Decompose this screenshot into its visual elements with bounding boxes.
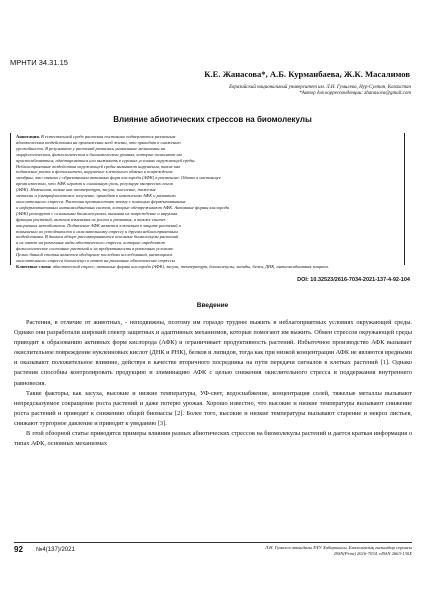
abstract-line: и их ответ на различные виды абиотического стресса, которые определяют: [16, 240, 165, 246]
abstract-line: морфологическом, физиологическом и биохимическом уровнях, которые позволяют им: [16, 151, 182, 157]
abstract-line: физиологическое состояние растений и их продуктивность в различных условиях.: [16, 246, 174, 252]
section-heading: Введение: [196, 302, 229, 309]
abstract-line: Целью данной статьи является обобщение последних исследований, касающихся: [16, 252, 173, 258]
body-paragraph: Такие факторы, как засуха, высокие и низкие температуры, УФ-свет, водоснабжение, концентрация солей, тяжелые металлы вызывают непредсказуемое сокращение роста растений и даже потерю урожая. Хорошо известно, что высокие и низкие температуры вызывают снижение роста растений и приводят к снижению общей биомассы [2]. Более того, высокие и низкие температуры вызывают старение и некроз листьев, снижают тургорное давление и приводят к увяданию [3].: [14, 389, 412, 427]
abstract-line: абиотическим воздействиям на протяжении всей жизни, что приводит к снижению: [16, 139, 181, 145]
abstract-line: воздействиям. В данном обзоре рассматриваются основные биомолекулы растений: [16, 234, 179, 240]
abstract-line: вторичных метаболитов. Подавление АФК является ключевым в защите растений и: [16, 222, 181, 228]
abstract-line: окислительного стресса биомолекул в ответ на различные абиотические стрессы: [16, 258, 175, 264]
abstract-line: приспосабливаться, адаптироваться или выживать в суровых условиях окружающей среды.: [16, 157, 196, 163]
body-text: [14, 318, 412, 449]
doi-line: DOI: 10.32523/2616-7034-2021-137-4-92-104: [297, 277, 410, 283]
corresponding-author-line: *Автор для корреспонденции: zhanasova@gmail.com: [299, 91, 411, 97]
footer-divider: [14, 542, 412, 543]
abstract-line: урожайности. В результате у растений развились уникальные механизмы на: [16, 145, 166, 151]
journal-footer: [215, 545, 412, 558]
udc-code: МРНТИ 34.31.15: [10, 58, 68, 67]
abstract-line: (АФК) реагируют с основными биомолекулами, вызывая их повреждение и нарушая: [16, 210, 178, 216]
keywords-text: абиотический стресс, активные формы кислорода (АФК), засуха, температура, биомолекулы, липиды, белки, ДНК, антиоксидантная защита.: [52, 263, 329, 269]
abstract-line: функции растений, включая изменения их роста и развития, а также синтез: [16, 216, 166, 222]
affiliation-block: [190, 85, 411, 98]
page-number: 92: [14, 545, 23, 554]
article-title: Влияние абиотических стрессов на биомолекулы: [113, 115, 312, 124]
abstract-line: подавление роста и фотосинтеза, нарушение клеточного обмена и повреждение: [16, 169, 173, 175]
keywords-line: [16, 264, 399, 270]
abstract-line: окислительного стресса. Растения противостоят этому с помощью ферментативных: [16, 198, 186, 204]
abstract-line: (АФК). Изменения, такие как температура, засуха, засоление, тяжелые: [16, 187, 156, 193]
issue-number: №4(137)/2021: [36, 547, 75, 553]
abstract-lead: Аннотация.: [16, 134, 40, 139]
abstract-line: металлы и ультрафиолетовое излучение, приводят к накоплению АФК и развитию: [16, 193, 176, 199]
abstract-box: [10, 133, 405, 269]
abstract-line: время известно, что АФК играют и сигнальную роль, регулируя экспрессию генов: [16, 181, 173, 187]
abstract-line: Аннотация. В естественной среде растения постоянно подвергаются различным: [16, 134, 176, 139]
body-paragraph: Растения, в отличие от животных, - неподвижны, поэтому им гораздо труднее выжить в неблагоприятных условиях окружающей среды. Однако они разработали широкий спектр защитных и адаптивных механизмов, которые помогают им выжить. Обмен стрессов окружающей среды приводит к образованию активных форм кислорода (АФК) и ограничивает продуктивность растений. Избыточное производство АФК вызывает окислительное повреждение нуклеиновых кислот (ДНК и РНК), белков и липидов, тогда как при низкой концентрации АФК не являются вредными и оказывают положительное влияние, действуя в качестве вторичного посредника на пути передачи сигналов в клетках растений [1]. Однако растения способны контролировать продукцию и элиминацию АФК с целью снижения окислительного стресса и поддержания внутреннего равновесия.: [14, 319, 412, 387]
abstract-line: Неблагоприятные воздействия окружающей среды вызывают нарушения, такие как: [16, 163, 181, 169]
abstract-line: и неферментативных антиоксидантных систем, которые обезвреживают АФК. Активные формы кислорода: [16, 204, 230, 210]
authors-line: К.Е. Жанасова*, А.Б. Курманбаева, Ж.К. Масалимов: [204, 69, 410, 79]
abstract-line: повышении их устойчивости к окислительному стрессу и другим неблагоприятным: [16, 228, 178, 234]
body-paragraph: В этой обзорной статье приводятся примеры влияния разных абиотических стрессов на биомолекулы растений и дается краткая информация о типах АФК, основных механизмах: [14, 430, 412, 448]
affiliation-line: Евразийский национальный университет им. Л.Н. Гумилева, Нур-Султан, Казахстан: [229, 85, 411, 90]
journal-issn: ISSN(Print) 2616-7034. eISSN 2663-130X: [334, 551, 412, 557]
abstract-line: мембран, что связано с образованием активных форм кислорода (АФК) в растениях. Однако в настоящее: [16, 175, 221, 181]
journal-name: Л.Н. Гумилев атындағы ЕҰУ Хабаршысы. Биологиялық ғылымдар сериясы: [264, 545, 412, 550]
keywords-lead: Ключевые слова:: [16, 263, 52, 269]
